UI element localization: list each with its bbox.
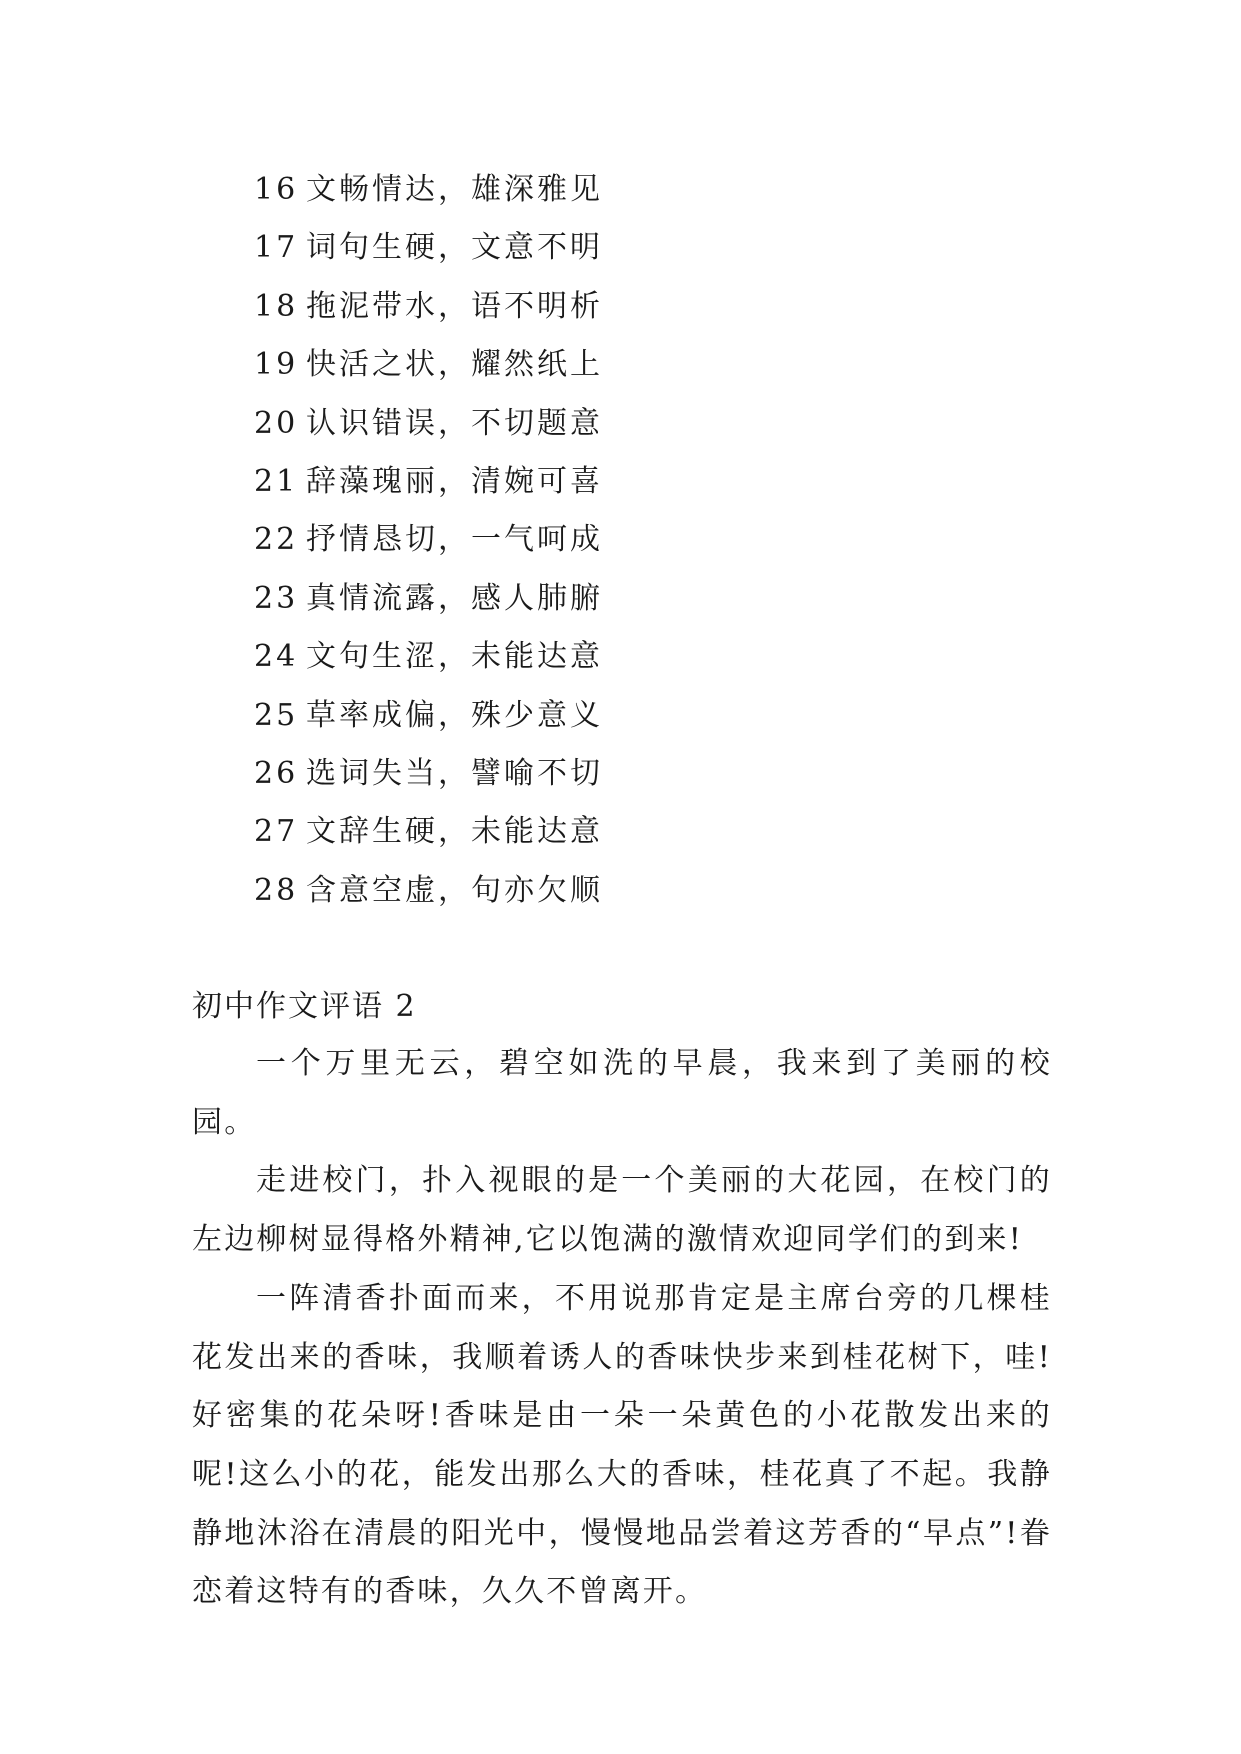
- item-number: 24: [254, 639, 299, 675]
- item-number: 25: [254, 697, 299, 733]
- essay-paragraph: 走进校门，扑入视眼的是一个美丽的大花园，在校门的左边柳树显得格外精神,它以饱满的激情欢迎同学们的到来!: [192, 1163, 1052, 1258]
- list-item: [254, 453, 603, 511]
- item-text: 文句生涩，未能达意: [306, 639, 603, 675]
- list-item: [254, 161, 603, 219]
- list-item: [254, 511, 603, 569]
- item-number: 26: [254, 755, 299, 791]
- list-item: [254, 395, 603, 453]
- item-text: 词句生硬，文意不明: [306, 230, 603, 266]
- section-title: 初中作文评语 2: [192, 989, 417, 1024]
- item-number: 20: [254, 405, 299, 441]
- item-number: 28: [254, 872, 299, 908]
- item-text: 真情流露，感人肺腑: [306, 580, 603, 616]
- list-item: [254, 862, 603, 920]
- list-item: [254, 219, 603, 277]
- item-text: 草率成偏，殊少意义: [306, 697, 603, 733]
- item-text: 文畅情达，雄深雅见: [306, 172, 603, 207]
- essay-body: [192, 1035, 1052, 1622]
- list-item: [254, 336, 603, 394]
- item-text: 含意空虚，句亦欠顺: [306, 872, 603, 908]
- item-text: 抒情恳切，一气呵成: [306, 522, 603, 558]
- item-number: 16: [254, 172, 299, 207]
- comment-phrase-list: [254, 161, 603, 920]
- essay-paragraph: 一阵清香扑面而来，不用说那肯定是主席台旁的几棵桂花发出来的香味，我顺着诱人的香味快步来到桂花树下，哇!好密集的花朵呀!香味是由一朵一朵黄色的小花散发出来的呢!这么小的花，能发出那么大的香味，桂花真了不起。我静静地沐浴在清晨的阳光中，慢慢地品尝着这芳香的“早点”!眷恋着这特有的香味，久久不曾离开。: [192, 1280, 1052, 1610]
- item-text: 拖泥带水，语不明析: [306, 288, 603, 324]
- list-item: [254, 745, 603, 803]
- list-item: [254, 628, 603, 686]
- item-number: 17: [254, 230, 299, 266]
- item-number: 18: [254, 288, 299, 324]
- item-number: 19: [254, 347, 299, 383]
- list-item: [254, 570, 603, 628]
- list-item: [254, 278, 603, 336]
- item-text: 文辞生硬，未能达意: [306, 814, 603, 850]
- item-text: 快活之状，耀然纸上: [306, 347, 603, 383]
- list-item: [254, 687, 603, 745]
- item-number: 21: [254, 463, 299, 499]
- item-number: 27: [254, 814, 299, 850]
- item-text: 认识错误，不切题意: [306, 405, 603, 441]
- item-text: 选词失当，譬喻不切: [306, 755, 603, 791]
- item-number: 22: [254, 522, 299, 558]
- item-text: 辞藻瑰丽，清婉可喜: [306, 463, 603, 499]
- essay-paragraph: 一个万里无云，碧空如洗的早晨，我来到了美丽的校园。: [192, 1046, 1052, 1140]
- list-item: [254, 803, 603, 861]
- item-number: 23: [254, 580, 299, 616]
